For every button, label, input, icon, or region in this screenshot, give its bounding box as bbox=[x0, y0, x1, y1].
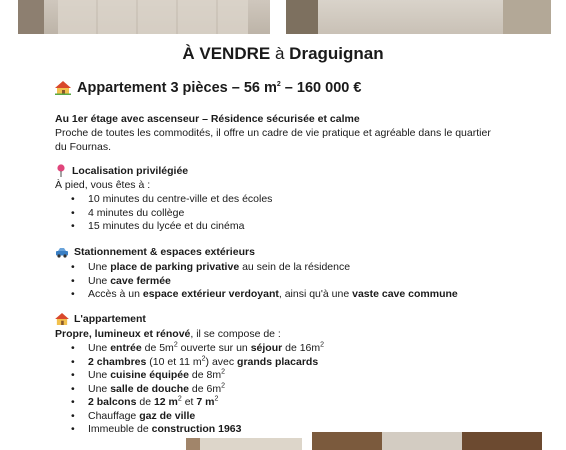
apartment-lead bbox=[55, 327, 281, 341]
apartment-heading bbox=[55, 313, 146, 325]
subtitle-sup: 2 bbox=[276, 81, 281, 89]
list-item: • 4 minutes du collège bbox=[88, 207, 272, 221]
text-bold: gaz de ville bbox=[139, 409, 196, 422]
text-bold: Propre, lumineux et rénové bbox=[55, 328, 191, 340]
list-item bbox=[88, 261, 458, 275]
text-bold: salle de douche bbox=[110, 382, 189, 395]
location-list bbox=[55, 193, 272, 234]
title-strong: À VENDRE bbox=[182, 44, 271, 63]
intro-line3: du Fournas. bbox=[55, 141, 112, 153]
text: Chauffage bbox=[88, 409, 140, 422]
subtitle-text bbox=[77, 80, 361, 96]
intro-line2: Proche de toutes les commodités, il offre un cadre de vie pratique et agréable dans le quartier bbox=[55, 127, 491, 139]
text: Une bbox=[88, 342, 111, 354]
list-item: • 10 minutes du centre-ville et des écoles bbox=[88, 193, 272, 207]
apartment-heading-text: L'appartement bbox=[74, 313, 146, 325]
photo-entrance bbox=[18, 0, 270, 34]
sup: 2 bbox=[320, 341, 325, 349]
location-heading-text: Localisation privilégiée bbox=[72, 164, 189, 177]
text: Immeuble de bbox=[88, 423, 152, 435]
sup: 2 bbox=[177, 395, 182, 403]
sup: 2 bbox=[201, 355, 206, 362]
text: de 8m bbox=[188, 369, 222, 381]
text: , il se compose de : bbox=[190, 328, 281, 340]
location-heading bbox=[55, 164, 188, 177]
intro-line1: Au 1er étage avec ascenseur – Résidence sécurisée et calme bbox=[55, 113, 360, 125]
text: (10 et 11 m bbox=[146, 355, 202, 368]
list-item bbox=[88, 423, 324, 437]
location-lead: À pied, vous êtes à : bbox=[55, 179, 151, 191]
subtitle-part-b: – 160 000 € bbox=[280, 80, 362, 96]
text-bold: séjour bbox=[250, 342, 283, 354]
text: Une bbox=[88, 274, 111, 287]
subtitle-part-a: Appartement 3 pièces – 56 m bbox=[77, 80, 277, 96]
car-icon bbox=[55, 247, 69, 258]
sup: 2 bbox=[214, 395, 219, 403]
text: de 5m bbox=[141, 342, 174, 354]
title-prep: à bbox=[274, 44, 285, 63]
sup: 2 bbox=[221, 368, 225, 376]
text: Une bbox=[88, 369, 111, 381]
text: , ainsi qu'à une bbox=[278, 288, 353, 300]
text-bold: construction 1963 bbox=[151, 423, 242, 435]
house-icon bbox=[55, 313, 69, 325]
text: Une bbox=[88, 261, 111, 273]
sup: 2 bbox=[221, 382, 225, 389]
text-bold: espace extérieur verdoyant bbox=[142, 288, 279, 300]
text-bold: cave fermée bbox=[110, 274, 171, 287]
text-bold: vaste cave commune bbox=[352, 288, 458, 300]
list-item bbox=[88, 342, 324, 356]
list-item bbox=[88, 383, 324, 397]
apartment-list bbox=[55, 342, 324, 437]
sup: 2 bbox=[173, 341, 178, 349]
page-title bbox=[0, 44, 566, 64]
text: ouverte sur un bbox=[177, 342, 251, 354]
photo-room bbox=[186, 438, 302, 450]
house-icon bbox=[55, 81, 71, 95]
text-bold: place de parking privative bbox=[110, 261, 240, 273]
list-item bbox=[88, 369, 324, 383]
title-city: Draguignan bbox=[289, 44, 384, 63]
parking-heading-text: Stationnement & espaces extérieurs bbox=[74, 246, 255, 258]
list-item bbox=[88, 410, 324, 424]
list-item bbox=[88, 275, 458, 289]
listing-subtitle bbox=[55, 80, 361, 96]
text: de bbox=[136, 396, 154, 408]
text: de 16m bbox=[282, 342, 321, 354]
text-bold: 2 chambres bbox=[88, 355, 147, 368]
text: et bbox=[181, 396, 197, 408]
text: Accès à un bbox=[88, 288, 143, 300]
parking-heading bbox=[55, 246, 255, 258]
pin-icon bbox=[55, 164, 67, 177]
text-bold: 12 m bbox=[153, 396, 178, 408]
text: Une bbox=[88, 382, 111, 395]
text: ) avec bbox=[205, 355, 238, 368]
text-bold: 7 m bbox=[196, 396, 215, 408]
text-bold: grands placards bbox=[237, 355, 319, 368]
parking-list bbox=[55, 261, 458, 302]
list-item: • 15 minutes du lycée et du cinéma bbox=[88, 220, 272, 234]
text-bold: cuisine équipée bbox=[110, 369, 189, 381]
photo-hallway bbox=[286, 0, 551, 34]
photo-living-room bbox=[312, 432, 542, 450]
list-item bbox=[88, 356, 324, 370]
text-bold: entrée bbox=[110, 342, 142, 354]
text-bold: 2 balcons bbox=[88, 396, 137, 408]
list-item bbox=[88, 288, 458, 302]
text: de 6m bbox=[188, 382, 222, 395]
text: au sein de la résidence bbox=[239, 261, 351, 273]
list-item bbox=[88, 396, 324, 410]
